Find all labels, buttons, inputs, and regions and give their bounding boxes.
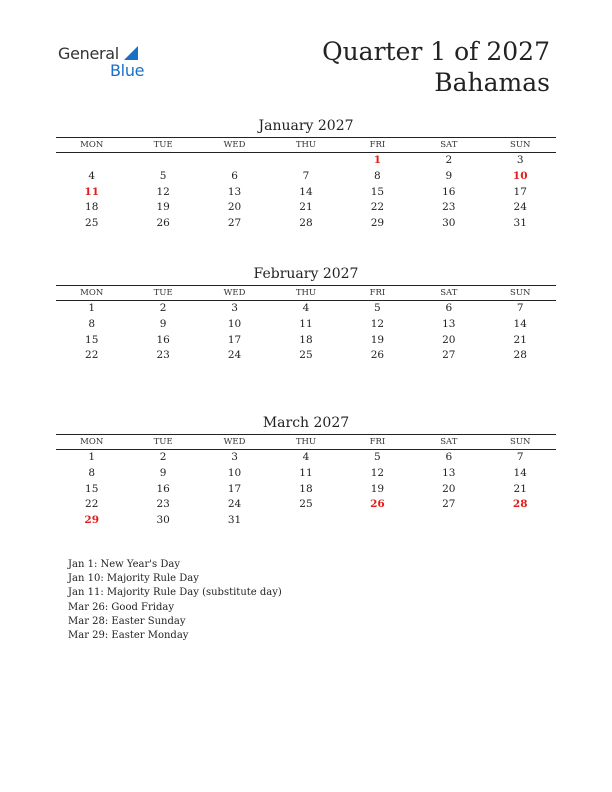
calendar-date [127, 153, 198, 169]
calendar-date: 23 [156, 498, 170, 511]
calendar-date: 15 [85, 482, 99, 495]
calendar-date: 9 [159, 317, 167, 330]
calendar-date: 4 [88, 169, 96, 182]
logo-text-general: General [58, 44, 119, 63]
calendar-date: 15 [370, 185, 385, 198]
weekday-label: WED [223, 140, 246, 150]
week-row [56, 466, 556, 482]
calendar-date: 13 [442, 317, 456, 330]
weekday-label: FRI [369, 288, 386, 298]
calendar-date: 17 [227, 482, 242, 495]
title-country: Bahamas [434, 68, 550, 97]
logo-triangle-icon [124, 46, 138, 60]
weekday-label: THU [295, 437, 317, 447]
calendar-date: 15 [85, 333, 99, 346]
calendar-date: 2 [445, 154, 453, 166]
calendar-date: 12 [156, 185, 170, 198]
calendar-date: 17 [227, 333, 242, 346]
week-row [56, 497, 556, 513]
calendar-date: 27 [227, 217, 242, 230]
weekday-label: SUN [510, 140, 531, 150]
week-row [56, 317, 556, 333]
calendar-date: 28 [299, 217, 313, 230]
calendar-date: 26 [370, 349, 385, 362]
week-row [56, 216, 556, 232]
holiday-list [68, 558, 282, 643]
holiday-date: 10 [512, 169, 528, 182]
weekday-label: SAT [440, 437, 458, 447]
calendar-date: 5 [159, 169, 167, 182]
calendar-date: 22 [85, 498, 99, 511]
calendar-date: 2 [159, 302, 167, 314]
calendar-date: 26 [156, 217, 170, 230]
calendar-date: 17 [513, 185, 527, 198]
calendar-date: 10 [227, 317, 242, 330]
week-row [56, 200, 556, 216]
week-row [56, 333, 556, 349]
calendar-date: 18 [85, 201, 99, 214]
weekday-label: THU [295, 140, 317, 150]
calendar-date: 21 [513, 333, 527, 346]
calendar-date [270, 513, 341, 529]
holiday-date: 1 [373, 154, 382, 166]
calendar-date: 14 [513, 466, 527, 479]
holiday-item: Jan 10: Majority Rule Day [68, 573, 199, 585]
calendar-date [485, 513, 556, 529]
weekday-header [56, 285, 556, 301]
calendar-date: 23 [156, 349, 170, 362]
generalblue-logo [58, 44, 158, 84]
calendar-date: 5 [374, 451, 381, 463]
calendar-date: 5 [374, 302, 381, 314]
calendar-date [56, 153, 127, 169]
calendar-date: 25 [85, 217, 99, 230]
calendar-date: 2 [159, 451, 167, 463]
weekday-label: WED [223, 437, 246, 447]
calendar-date: 16 [156, 482, 170, 495]
weekday-label: SAT [440, 288, 458, 298]
weekday-label: FRI [369, 140, 386, 150]
calendar-date: 18 [299, 482, 313, 495]
calendar-date: 19 [370, 482, 385, 495]
calendar-date: 12 [370, 317, 385, 330]
weekday-label: SUN [510, 288, 531, 298]
calendar-date: 8 [374, 169, 381, 182]
calendar-date: 9 [445, 169, 453, 182]
calendar-date: 28 [513, 349, 527, 362]
calendar-date: 27 [442, 349, 456, 362]
weekday-header [56, 137, 556, 153]
month-january [56, 116, 556, 232]
calendar-date: 20 [442, 333, 456, 346]
calendar-date: 3 [516, 154, 524, 166]
weekday-label: MON [80, 140, 104, 150]
weekday-header [56, 434, 556, 450]
calendar-date: 31 [227, 514, 242, 527]
calendar-date: 6 [445, 451, 453, 463]
weekday-label: MON [80, 288, 104, 298]
calendar-date: 30 [442, 217, 456, 230]
week-row [56, 348, 556, 364]
calendar-date [413, 513, 484, 529]
calendar-date: 27 [442, 498, 456, 511]
calendar-date: 11 [299, 317, 313, 330]
weekday-label: SUN [510, 437, 531, 447]
weekday-label: TUE [153, 288, 173, 298]
calendar-date: 8 [88, 317, 96, 330]
calendar-date: 18 [299, 333, 313, 346]
calendar-date: 10 [227, 466, 242, 479]
weekday-label: THU [295, 288, 317, 298]
calendar-date: 23 [442, 201, 456, 214]
month-february [56, 264, 556, 364]
month-name: January 2027 [258, 118, 354, 134]
calendar-date [199, 153, 270, 169]
calendar-date: 6 [445, 302, 453, 314]
calendar-date: 25 [299, 349, 313, 362]
calendar-date: 24 [513, 201, 527, 214]
calendar-date: 7 [516, 302, 524, 314]
calendar-date: 3 [231, 302, 238, 314]
calendar-date: 22 [370, 201, 385, 214]
week-row [56, 301, 556, 317]
holiday-date: 28 [512, 498, 528, 511]
holiday-item: Mar 26: Good Friday [68, 601, 174, 613]
calendar-date [342, 513, 413, 529]
calendar-date: 16 [442, 185, 456, 198]
calendar-date: 13 [227, 185, 242, 198]
calendar-date: 11 [299, 466, 313, 479]
weekday-label: MON [80, 437, 104, 447]
calendar-date: 8 [88, 466, 96, 479]
month-name: February 2027 [253, 266, 359, 282]
calendar-date: 12 [370, 466, 385, 479]
calendar-date: 9 [159, 466, 167, 479]
month-name: March 2027 [262, 415, 350, 431]
calendar-date: 14 [513, 317, 527, 330]
weekday-label: TUE [153, 437, 173, 447]
weekday-label: WED [223, 288, 246, 298]
calendar-date: 21 [513, 482, 527, 495]
calendar-date: 4 [302, 302, 310, 314]
calendar-date: 13 [442, 466, 456, 479]
month-march [56, 413, 556, 529]
calendar-date: 24 [227, 349, 242, 362]
holiday-item: Jan 1: New Year's Day [68, 559, 180, 570]
holiday-item: Mar 29: Easter Monday [68, 630, 189, 642]
calendar-date: 1 [88, 302, 96, 314]
weekday-label: SAT [440, 140, 458, 150]
week-row [56, 513, 556, 529]
calendar-date: 20 [442, 482, 456, 495]
holiday-date: 29 [84, 514, 100, 527]
calendar-date: 29 [370, 217, 385, 230]
calendar-date [270, 153, 341, 169]
calendar-date: 31 [513, 217, 527, 230]
calendar-date: 7 [302, 169, 310, 182]
calendar-date: 25 [299, 498, 313, 511]
weekday-label: FRI [369, 437, 386, 447]
week-row [56, 153, 556, 169]
calendar-date: 7 [516, 451, 524, 463]
week-row [56, 482, 556, 498]
calendar-date: 4 [302, 451, 310, 463]
calendar-date: 24 [227, 498, 242, 511]
calendar-date: 20 [227, 201, 242, 214]
calendar-date: 3 [231, 451, 238, 463]
calendar-date: 1 [88, 451, 96, 463]
page-title [322, 36, 550, 98]
holiday-date: 11 [84, 185, 100, 198]
weekday-label: TUE [153, 140, 173, 150]
logo-text-blue: Blue [110, 61, 145, 80]
holiday-item: Mar 28: Easter Sunday [68, 615, 186, 627]
calendar-date: 6 [231, 169, 238, 182]
week-row [56, 450, 556, 466]
week-row [56, 185, 556, 201]
calendar-date: 19 [156, 201, 170, 214]
calendar-date: 19 [370, 333, 385, 346]
calendar-date: 16 [156, 333, 170, 346]
calendar-date: 21 [299, 201, 313, 214]
calendar-date: 22 [85, 349, 99, 362]
calendar-date: 14 [299, 185, 313, 198]
holiday-date: 26 [370, 498, 385, 511]
holiday-item: Jan 11: Majority Rule Day (substitute day) [68, 587, 282, 599]
calendar-date: 30 [156, 514, 170, 527]
week-row [56, 169, 556, 185]
title-quarter: Quarter 1 of 2027 [322, 37, 550, 66]
